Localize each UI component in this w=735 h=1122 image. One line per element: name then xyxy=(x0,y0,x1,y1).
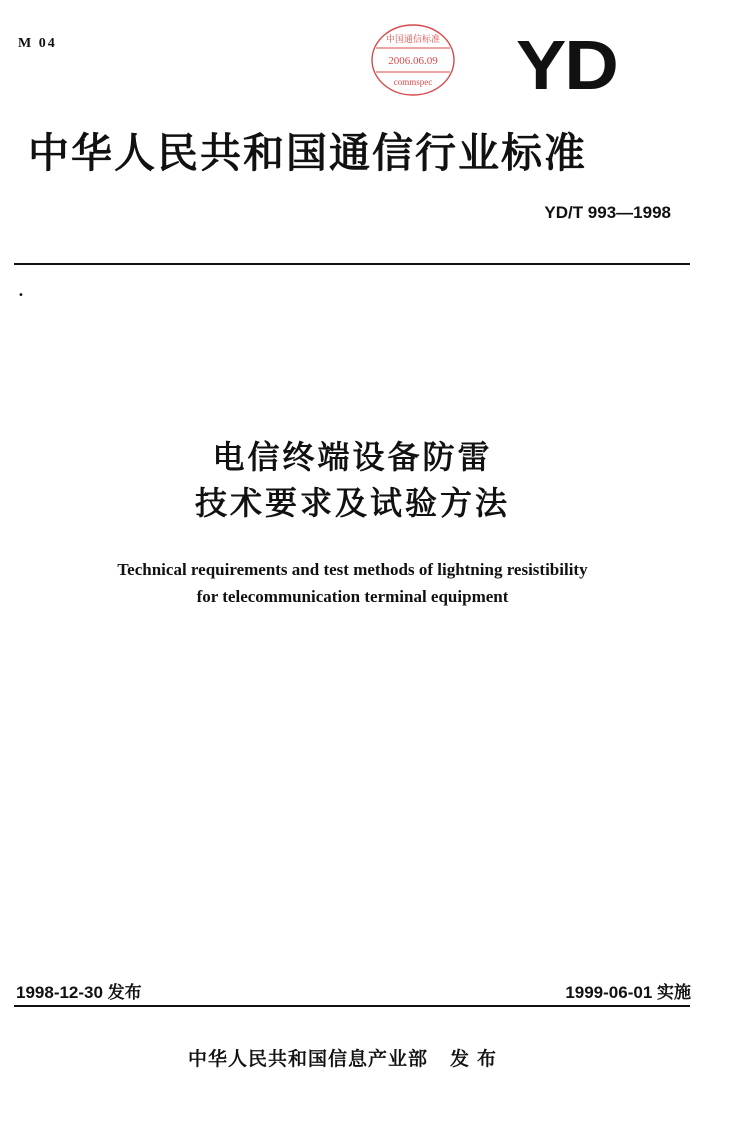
stamp-date: 2006.06.09 xyxy=(388,55,438,67)
document-title-en-line-1: Technical requirements and test methods of lightning resistibility xyxy=(117,560,588,579)
publisher-line xyxy=(188,1044,504,1071)
document-title-en xyxy=(0,556,705,610)
bottom-divider xyxy=(14,1005,690,1007)
document-title-en-line-2: for telecommunication terminal equipment xyxy=(196,587,509,606)
publisher-name: 中华人民共和国信息产业部 xyxy=(188,1048,429,1070)
standard-code: YD/T 993—1998 xyxy=(544,203,671,222)
stamp-line-1: 中国通信标准 xyxy=(385,35,441,45)
standard-title: 中华人民共和国通信行业标准 xyxy=(28,129,587,177)
stamp-line-3: commspec xyxy=(393,77,433,87)
classification-code: M 04 xyxy=(18,36,57,51)
yd-logo: YD xyxy=(516,26,617,104)
implementation-date: 1999-06-01 实施 xyxy=(565,983,691,1002)
scan-mark: • xyxy=(18,290,24,301)
document-title-zh xyxy=(0,434,705,526)
document-title-zh-line-2: 技术要求及试验方法 xyxy=(194,484,510,522)
document-title-zh-line-1: 电信终端设备防雷 xyxy=(212,438,493,476)
receipt-stamp xyxy=(370,22,456,98)
top-divider xyxy=(14,263,690,265)
publish-action: 发布 xyxy=(450,1048,505,1070)
issue-date: 1998-12-30 发布 xyxy=(16,983,142,1002)
